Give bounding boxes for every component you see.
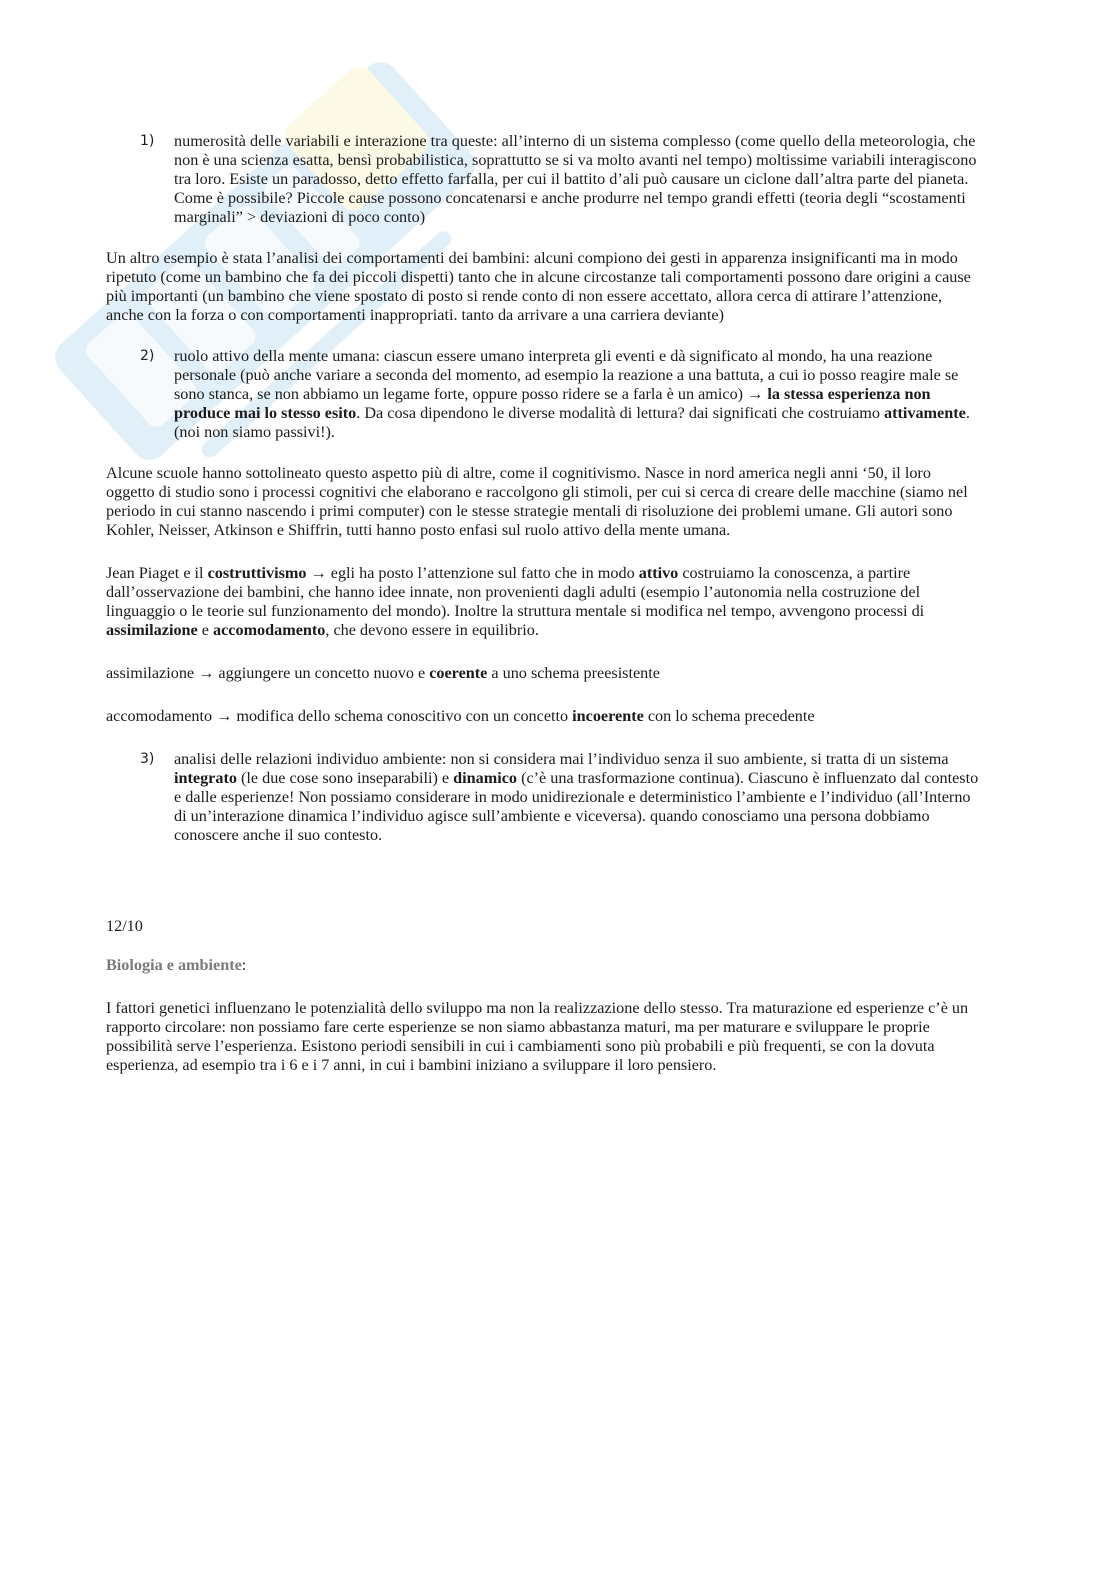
bold-text: attivo	[638, 564, 679, 582]
list-item-text: ruolo attivo della mente umana: ciascun essere umano interpreta gli eventi e dà significato al mondo, ha una reazione personale (può anche variare a seconda del momento, ad esempio la reazione a una battuta, a cui io posso reagire male se sono stanca, se non abbiamo un legame forte, oppure posso ridere se a farla è un amico) → la stessa esperienza non produce mai lo stesso esito. Da cosa dipendono le diverse modalità di lettura? dai significati che costruiamo attivamente. (noi non siamo passivi!).	[174, 347, 970, 441]
definition-assimilazione: assimilazione → aggiungere un concetto nuovo e coerente a uno schema preesistente	[106, 664, 660, 682]
bold-text: assimilazione	[106, 621, 198, 639]
list-number: 2)	[140, 348, 155, 364]
section-heading: Biologia e ambiente:	[106, 956, 247, 974]
paragraph-biologia: I fattori genetici influenzano le potenzialità dello sviluppo ma non la realizzazione dello stesso. Tra maturazione ed esperienze c’è un rapporto circolare: non possiamo fare certe esperienze se non siamo abbastanza maturi, ma per maturare e sviluppare le proprie possibilità serve l’esperienza. Esistono periodi sensibili in cui i cambiamenti sono più probabili e più frequenti, se con la dovuta esperienza, ad esempio tra i 6 e i 7 anni, in cui i bambini iniziano a sviluppare il loro pensiero.	[106, 999, 969, 1074]
list-number: 3)	[140, 751, 155, 767]
bold-text: costruttivismo	[207, 564, 307, 582]
list-item-text: analisi delle relazioni individuo ambiente: non si considera mai l’individuo senza il suo ambiente, si tratta di un sistema integrato (le due cose sono inseparabili) e dinamico (c’è una trasformazione continua). Ciascuno è influenzato dal contesto e dalle esperienze! Non possiamo considerare in modo unidirezionale e deterministico l’ambiente e l’individuo (all’Interno di un’interazione dinamica l’individuo agisce sull’ambiente e viceversa). quando conosciamo una persona dobbiamo conoscere anche il suo contesto.	[174, 750, 979, 844]
definition-accomodamento: accomodamento → modifica dello schema conoscitivo con un concetto incoerente con lo schema precedente	[106, 707, 815, 725]
list-item-2	[106, 347, 982, 442]
bold-text: integrato	[174, 769, 237, 787]
paragraph-piaget: Jean Piaget e il costruttivismo → egli ha posto l’attenzione sul fatto che in modo attivo costruiamo la conoscenza, a partire dall’osservazione dei bambini, che hanno idee innate, non provenienti dagli adulti (esempio l’autonomia nella costruzione del linguaggio o le teorie sul funzionamento del mondo). Inoltre la struttura mentale si modifica nel tempo, avvengono processi di assimilazione e accomodamento, che devono essere in equilibrio.	[106, 564, 925, 639]
bold-text: attivamente	[884, 404, 966, 422]
list-number: 1)	[140, 133, 155, 149]
paragraph-bambini: Un altro esempio è stata l’analisi dei comportamenti dei bambini: alcuni compiono dei gesti in apparenza insignificanti ma in modo ripetuto (come un bambino che fa dei piccoli dispetti) tanto che in alcune circostanze tali comportamenti possono dare origini a cause più importanti (un bambino che viene spostato di posto si rende conto di non essere accettato, allora cerca di attirare l’attenzione, anche con la forza o con comportamenti inappropriati. tanto da arrivare a una carriera deviante)	[106, 249, 971, 324]
bold-text: accomodamento	[213, 621, 326, 639]
bold-text: coerente	[429, 664, 488, 682]
date-label: 12/10	[106, 917, 143, 935]
list-item-1	[106, 132, 982, 227]
bold-text: incoerente	[572, 707, 644, 725]
paragraph-cognitivismo: Alcune scuole hanno sottolineato questo aspetto più di altre, come il cognitivismo. Nasce in nord america negli anni ‘50, il loro oggetto di studio sono i processi cognitivi che elaborano e raccolgono gli stimoli, per cui si cerca di creare delle macchine (siamo nel periodo in cui stanno nascendo i primi computer) con le stesse strategie mentali di risoluzione dei problemi umane. Gli autori sono Kohler, Neisser, Atkinson e Shiffrin, tutti hanno posto enfasi sul ruolo attivo della mente umana.	[106, 464, 968, 539]
bold-text: la stessa esperienza non produce mai lo stesso esito	[174, 385, 931, 422]
document-body	[106, 132, 982, 1075]
list-item-text: numerosità delle variabili e interazione tra queste: all’interno di un sistema complesso (come quello della meteorologia, che non è una scienza esatta, bensì probabilistica, soprattutto se si va molto avanti nel tempo) moltissime variabili interagiscono tra loro. Esiste un paradosso, detto effetto farfalla, per cui il battito d’ali può causare un ciclone dall’altra parte del pianeta. Come è possibile? Piccole cause possono concatenarsi e anche produrre nel tempo grandi effetti (teoria degli “scostamenti marginali” > deviazioni di poco conto)	[174, 132, 977, 226]
bold-text: dinamico	[453, 769, 518, 787]
list-item-3	[106, 750, 982, 845]
